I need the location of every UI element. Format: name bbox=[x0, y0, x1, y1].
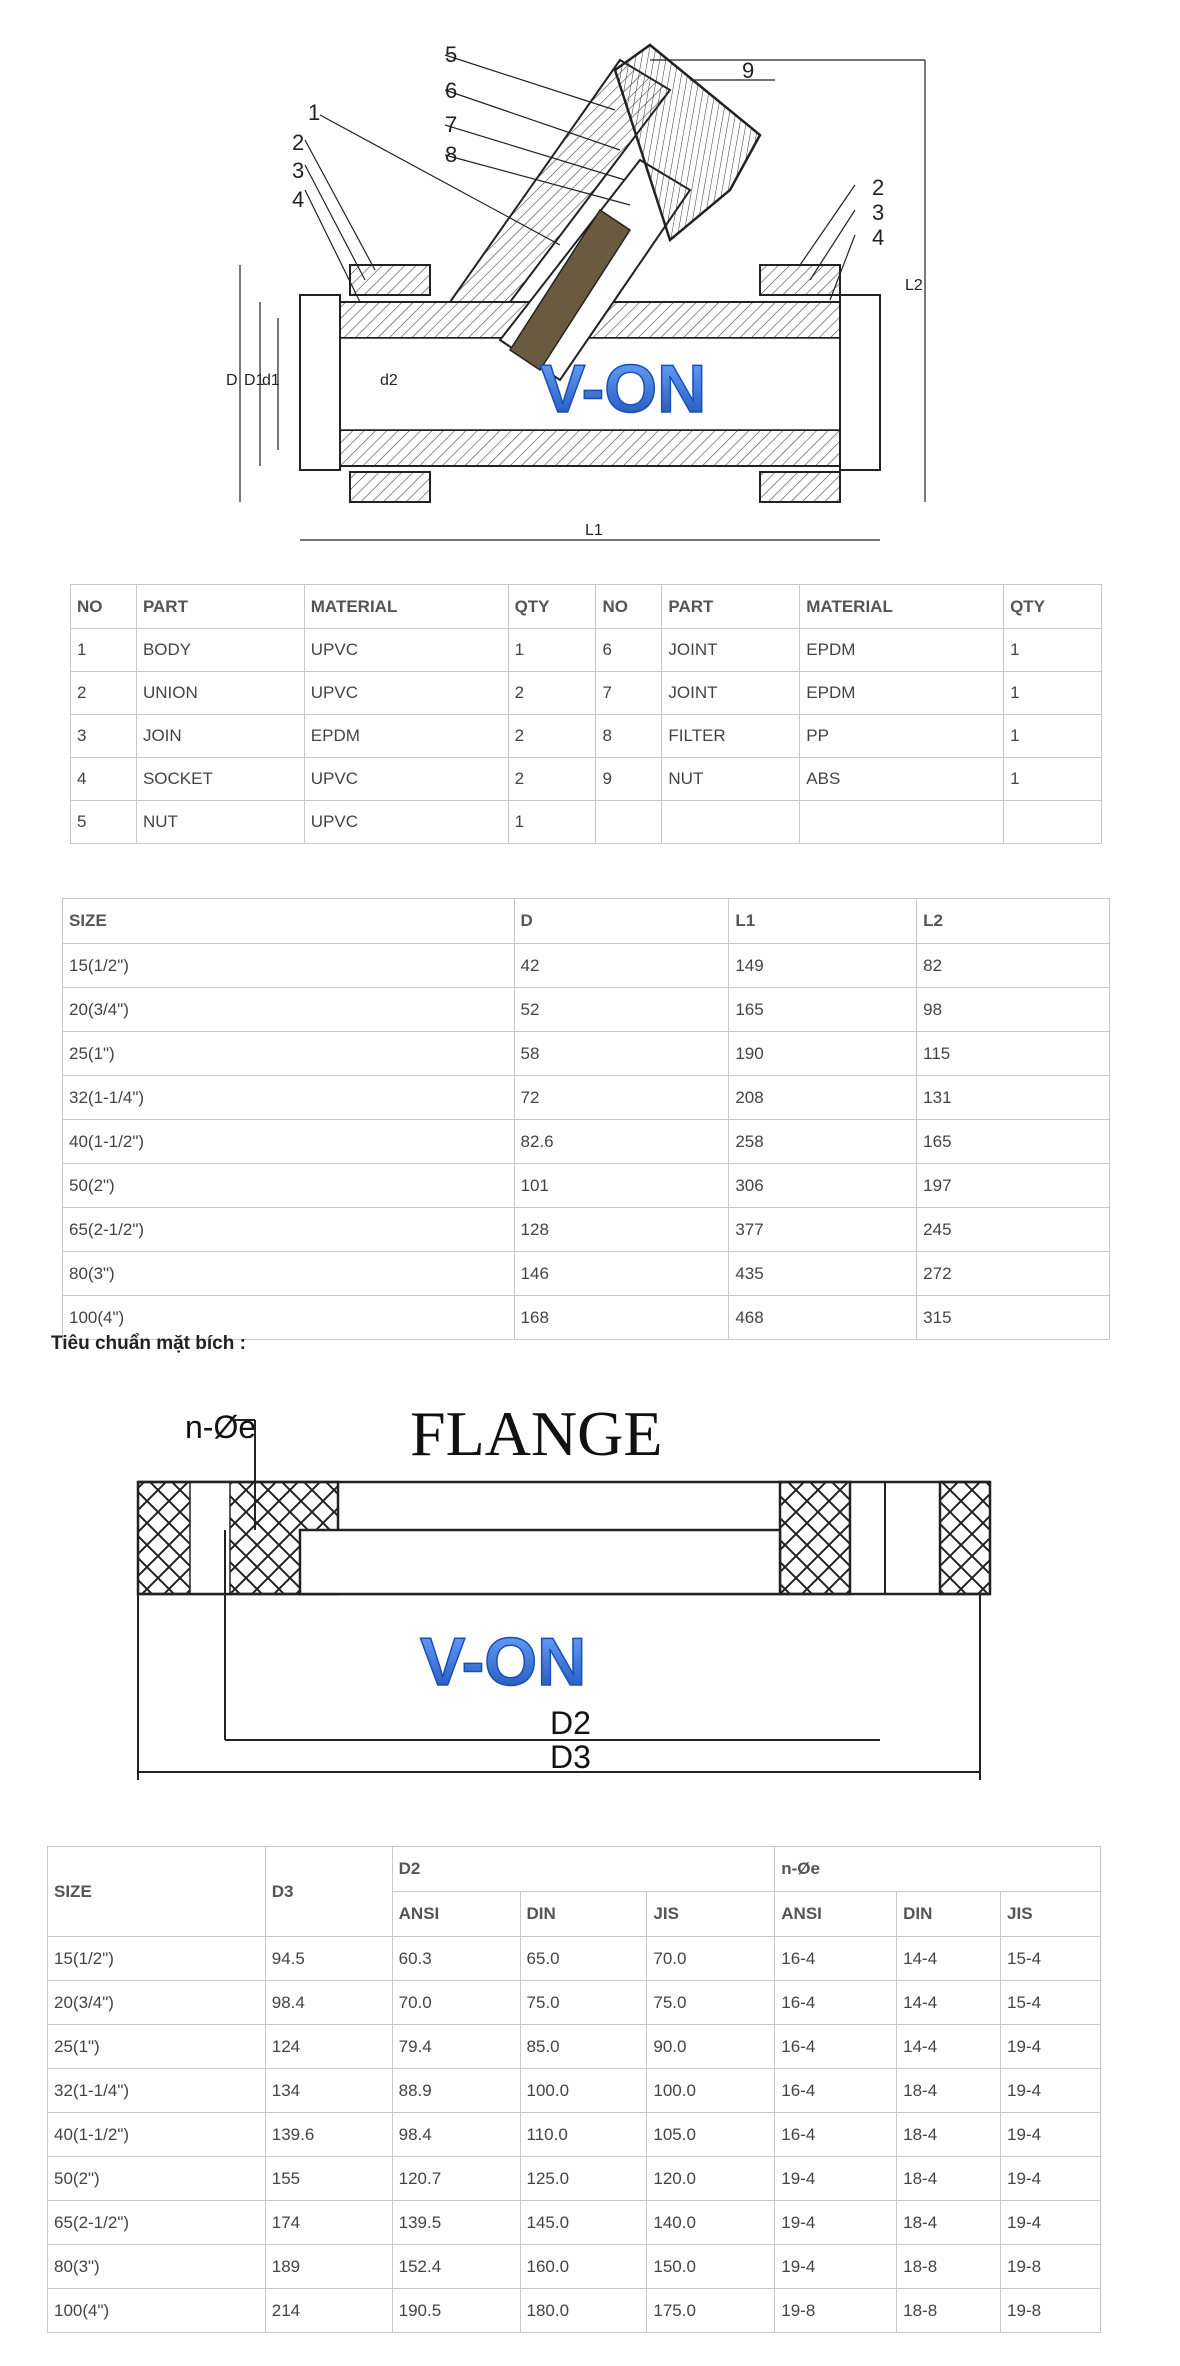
table-cell: 40(1-1/2") bbox=[48, 2113, 266, 2157]
callout-4-right: 4 bbox=[872, 225, 885, 250]
table-cell: 110.0 bbox=[520, 2113, 647, 2157]
strainer-logo: V-ON bbox=[540, 351, 707, 427]
table-row bbox=[48, 2025, 1101, 2069]
table-cell: 25(1") bbox=[63, 1032, 515, 1076]
table-cell: 315 bbox=[917, 1296, 1110, 1340]
table-cell: 50(2") bbox=[63, 1164, 515, 1208]
table-cell: 42 bbox=[514, 944, 729, 988]
table-cell: ABS bbox=[800, 758, 1004, 801]
callout-3: 3 bbox=[292, 158, 305, 183]
table-cell: 3 bbox=[71, 715, 137, 758]
table-row bbox=[63, 1164, 1110, 1208]
flange-subheader-ne-ansi: ANSI bbox=[775, 1892, 897, 1937]
callout-2-right: 2 bbox=[872, 175, 885, 200]
table-cell: 2 bbox=[508, 758, 596, 801]
table-cell: 468 bbox=[729, 1296, 917, 1340]
table-cell: 1 bbox=[1004, 715, 1102, 758]
table-cell: 88.9 bbox=[392, 2069, 520, 2113]
dim-D: D bbox=[226, 372, 238, 389]
table-cell: BODY bbox=[136, 629, 304, 672]
flange-hole-label: n-Øe bbox=[185, 1409, 257, 1445]
table-cell: 306 bbox=[729, 1164, 917, 1208]
table-cell: 245 bbox=[917, 1208, 1110, 1252]
table-row bbox=[63, 988, 1110, 1032]
table-row bbox=[71, 758, 1102, 801]
table-row bbox=[48, 2289, 1101, 2333]
table-row bbox=[71, 715, 1102, 758]
table-cell: UPVC bbox=[304, 629, 508, 672]
table-cell: 65(2-1/2") bbox=[63, 1208, 515, 1252]
table-cell: 1 bbox=[508, 629, 596, 672]
flange-header-d2: D2 bbox=[392, 1847, 775, 1892]
callout-5: 5 bbox=[445, 42, 458, 67]
table-row bbox=[63, 1032, 1110, 1076]
table-cell: 19-4 bbox=[1001, 2201, 1101, 2245]
table-cell: 4 bbox=[71, 758, 137, 801]
callout-1: 1 bbox=[308, 100, 321, 125]
table-cell: 139.5 bbox=[392, 2201, 520, 2245]
strainer-body bbox=[300, 45, 880, 502]
table-cell: 19-4 bbox=[775, 2201, 897, 2245]
table-cell: 90.0 bbox=[647, 2025, 775, 2069]
table-cell: 1 bbox=[71, 629, 137, 672]
table-cell: 98.4 bbox=[265, 1981, 392, 2025]
flange-subheader-d2-din: DIN bbox=[520, 1892, 647, 1937]
dim-D2: D2 bbox=[550, 1705, 591, 1741]
table-cell: 100.0 bbox=[647, 2069, 775, 2113]
table-cell: 165 bbox=[729, 988, 917, 1032]
table-cell: 1 bbox=[1004, 758, 1102, 801]
table-cell: 139.6 bbox=[265, 2113, 392, 2157]
callout-4: 4 bbox=[292, 187, 305, 212]
flange-caption: Tiêu chuẩn mặt bích : bbox=[51, 1333, 246, 1354]
table-cell: 208 bbox=[729, 1076, 917, 1120]
table-cell: 100.0 bbox=[520, 2069, 647, 2113]
table-cell: 124 bbox=[265, 2025, 392, 2069]
table-cell: 60.3 bbox=[392, 1937, 520, 1981]
callout-3-right: 3 bbox=[872, 200, 885, 225]
table-cell: 19-8 bbox=[1001, 2245, 1101, 2289]
flange-logo: V-ON bbox=[420, 1624, 587, 1700]
table-cell: 115 bbox=[917, 1032, 1110, 1076]
parts-table-header-row bbox=[71, 585, 1102, 629]
table-row bbox=[48, 2069, 1101, 2113]
table-cell: 1 bbox=[1004, 629, 1102, 672]
flange-header-size: SIZE bbox=[48, 1847, 266, 1937]
table-row bbox=[48, 1981, 1101, 2025]
table-cell: 65.0 bbox=[520, 1937, 647, 1981]
table-cell: 19-8 bbox=[775, 2289, 897, 2333]
table-cell bbox=[1004, 801, 1102, 844]
table-cell: 75.0 bbox=[520, 1981, 647, 2025]
table-cell: 100(4") bbox=[63, 1296, 515, 1340]
table-cell: PP bbox=[800, 715, 1004, 758]
table-cell: 150.0 bbox=[647, 2245, 775, 2289]
table-cell: 131 bbox=[917, 1076, 1110, 1120]
parts-header-material: MATERIAL bbox=[304, 585, 508, 629]
table-cell: FILTER bbox=[662, 715, 800, 758]
table-cell: 16-4 bbox=[775, 2025, 897, 2069]
table-cell: 14-4 bbox=[897, 1937, 1001, 1981]
table-cell: NUT bbox=[136, 801, 304, 844]
dim-L1: L1 bbox=[585, 522, 603, 539]
table-cell: 98.4 bbox=[392, 2113, 520, 2157]
table-cell: 145.0 bbox=[520, 2201, 647, 2245]
table-cell: UNION bbox=[136, 672, 304, 715]
flange-title: FLANGE bbox=[410, 1398, 663, 1469]
table-cell: 14-4 bbox=[897, 2025, 1001, 2069]
table-cell: 50(2") bbox=[48, 2157, 266, 2201]
table-cell: 146 bbox=[514, 1252, 729, 1296]
table-cell: 155 bbox=[265, 2157, 392, 2201]
table-cell: 9 bbox=[596, 758, 662, 801]
table-row bbox=[48, 2201, 1101, 2245]
table-cell: 19-4 bbox=[775, 2157, 897, 2201]
table-cell: EPDM bbox=[304, 715, 508, 758]
table-cell: 40(1-1/2") bbox=[63, 1120, 515, 1164]
flange-subheader-d2-ansi: ANSI bbox=[392, 1892, 520, 1937]
callout-9: 9 bbox=[742, 58, 755, 83]
table-cell: 79.4 bbox=[392, 2025, 520, 2069]
table-cell: 190 bbox=[729, 1032, 917, 1076]
table-cell: 189 bbox=[265, 2245, 392, 2289]
table-cell: 19-4 bbox=[1001, 2025, 1101, 2069]
table-row bbox=[63, 1208, 1110, 1252]
parts-header-qty: QTY bbox=[508, 585, 596, 629]
table-cell: 5 bbox=[71, 801, 137, 844]
parts-header-no-2: NO bbox=[596, 585, 662, 629]
parts-header-qty-2: QTY bbox=[1004, 585, 1102, 629]
table-row bbox=[63, 944, 1110, 988]
flange-header-d3: D3 bbox=[265, 1847, 392, 1937]
size-header-size: SIZE bbox=[63, 899, 515, 944]
table-cell: 165 bbox=[917, 1120, 1110, 1164]
table-row bbox=[63, 1076, 1110, 1120]
callout-2: 2 bbox=[292, 130, 305, 155]
table-cell: 94.5 bbox=[265, 1937, 392, 1981]
table-cell: 18-4 bbox=[897, 2113, 1001, 2157]
parts-header-material-2: MATERIAL bbox=[800, 585, 1004, 629]
table-cell: JOINT bbox=[662, 629, 800, 672]
table-cell: 197 bbox=[917, 1164, 1110, 1208]
parts-header-part-2: PART bbox=[662, 585, 800, 629]
table-cell: 18-4 bbox=[897, 2201, 1001, 2245]
table-cell: 18-8 bbox=[897, 2245, 1001, 2289]
table-cell: JOIN bbox=[136, 715, 304, 758]
table-cell: 6 bbox=[596, 629, 662, 672]
table-cell: 32(1-1/4") bbox=[48, 2069, 266, 2113]
table-cell: 32(1-1/4") bbox=[63, 1076, 515, 1120]
table-cell: 18-8 bbox=[897, 2289, 1001, 2333]
table-row bbox=[48, 1937, 1101, 1981]
table-cell: 2 bbox=[71, 672, 137, 715]
table-cell: 85.0 bbox=[520, 2025, 647, 2069]
table-cell: SOCKET bbox=[136, 758, 304, 801]
table-cell: 1 bbox=[1004, 672, 1102, 715]
table-cell: 16-4 bbox=[775, 1981, 897, 2025]
callout-8: 8 bbox=[445, 142, 458, 167]
table-cell: 190.5 bbox=[392, 2289, 520, 2333]
table-cell: 149 bbox=[729, 944, 917, 988]
table-row bbox=[71, 629, 1102, 672]
table-row bbox=[63, 1120, 1110, 1164]
size-table-header-row bbox=[63, 899, 1110, 944]
table-cell: 58 bbox=[514, 1032, 729, 1076]
table-cell: 65(2-1/2") bbox=[48, 2201, 266, 2245]
table-cell: 20(3/4") bbox=[48, 1981, 266, 2025]
parts-header-no: NO bbox=[71, 585, 137, 629]
table-cell: 168 bbox=[514, 1296, 729, 1340]
table-cell: 8 bbox=[596, 715, 662, 758]
flange-subheader-ne-din: DIN bbox=[897, 1892, 1001, 1937]
table-cell: 160.0 bbox=[520, 2245, 647, 2289]
table-cell: 2 bbox=[508, 715, 596, 758]
table-cell: 20(3/4") bbox=[63, 988, 515, 1032]
table-cell bbox=[662, 801, 800, 844]
table-cell: 214 bbox=[265, 2289, 392, 2333]
size-header-l1: L1 bbox=[729, 899, 917, 944]
parts-table bbox=[70, 584, 1102, 844]
table-cell: 18-4 bbox=[897, 2069, 1001, 2113]
table-cell: 435 bbox=[729, 1252, 917, 1296]
size-header-d: D bbox=[514, 899, 729, 944]
table-cell bbox=[800, 801, 1004, 844]
table-cell: 16-4 bbox=[775, 2113, 897, 2157]
table-cell: 175.0 bbox=[647, 2289, 775, 2333]
table-cell: JOINT bbox=[662, 672, 800, 715]
table-cell: 120.7 bbox=[392, 2157, 520, 2201]
table-row bbox=[71, 672, 1102, 715]
table-cell: 100(4") bbox=[48, 2289, 266, 2333]
table-cell: 82 bbox=[917, 944, 1110, 988]
table-cell: 128 bbox=[514, 1208, 729, 1252]
dim-L2: L2 bbox=[905, 277, 923, 294]
table-cell: UPVC bbox=[304, 758, 508, 801]
table-cell: 272 bbox=[917, 1252, 1110, 1296]
table-cell: EPDM bbox=[800, 672, 1004, 715]
table-cell: 25(1") bbox=[48, 2025, 266, 2069]
table-cell: 70.0 bbox=[647, 1937, 775, 1981]
table-cell: 82.6 bbox=[514, 1120, 729, 1164]
table-cell: 19-8 bbox=[1001, 2289, 1101, 2333]
table-row bbox=[48, 2157, 1101, 2201]
table-cell: 72 bbox=[514, 1076, 729, 1120]
table-cell: 80(3") bbox=[48, 2245, 266, 2289]
table-row bbox=[48, 2113, 1101, 2157]
table-row bbox=[63, 1252, 1110, 1296]
table-cell: 15(1/2") bbox=[48, 1937, 266, 1981]
table-cell: 134 bbox=[265, 2069, 392, 2113]
table-cell: 101 bbox=[514, 1164, 729, 1208]
table-cell: 152.4 bbox=[392, 2245, 520, 2289]
table-cell: UPVC bbox=[304, 801, 508, 844]
table-cell: 15-4 bbox=[1001, 1937, 1101, 1981]
flange-header-row-1 bbox=[48, 1847, 1101, 1892]
table-cell: 180.0 bbox=[520, 2289, 647, 2333]
parts-header-part: PART bbox=[136, 585, 304, 629]
table-cell: 125.0 bbox=[520, 2157, 647, 2201]
table-row bbox=[48, 2245, 1101, 2289]
table-cell: 140.0 bbox=[647, 2201, 775, 2245]
dim-d2: d2 bbox=[380, 372, 398, 389]
strainer-drawing bbox=[200, 40, 960, 560]
table-row bbox=[71, 801, 1102, 844]
table-cell: 80(3") bbox=[63, 1252, 515, 1296]
flange-drawing bbox=[70, 1380, 1010, 1830]
dim-d1: d1 bbox=[262, 372, 280, 389]
table-cell: 19-4 bbox=[1001, 2113, 1101, 2157]
table-cell: 19-4 bbox=[775, 2245, 897, 2289]
table-cell: 2 bbox=[508, 672, 596, 715]
table-cell: 120.0 bbox=[647, 2157, 775, 2201]
table-cell: EPDM bbox=[800, 629, 1004, 672]
flange-subheader-d2-jis: JIS bbox=[647, 1892, 775, 1937]
dim-D1: D1 bbox=[244, 372, 265, 389]
table-cell: 98 bbox=[917, 988, 1110, 1032]
table-cell: 15-4 bbox=[1001, 1981, 1101, 2025]
callout-7: 7 bbox=[445, 112, 458, 137]
table-cell: 70.0 bbox=[392, 1981, 520, 2025]
table-cell: UPVC bbox=[304, 672, 508, 715]
flange-header-ne: n-Øe bbox=[775, 1847, 1101, 1892]
table-cell: 258 bbox=[729, 1120, 917, 1164]
table-cell: 105.0 bbox=[647, 2113, 775, 2157]
table-cell: 52 bbox=[514, 988, 729, 1032]
table-cell: 14-4 bbox=[897, 1981, 1001, 2025]
table-cell: 1 bbox=[508, 801, 596, 844]
table-cell: 174 bbox=[265, 2201, 392, 2245]
flange-subheader-ne-jis: JIS bbox=[1001, 1892, 1101, 1937]
callout-6: 6 bbox=[445, 78, 458, 103]
table-cell: 16-4 bbox=[775, 1937, 897, 1981]
table-cell: 19-4 bbox=[1001, 2069, 1101, 2113]
table-cell: 19-4 bbox=[1001, 2157, 1101, 2201]
table-cell: 75.0 bbox=[647, 1981, 775, 2025]
size-table bbox=[62, 898, 1110, 1340]
table-cell: NUT bbox=[662, 758, 800, 801]
table-cell: 377 bbox=[729, 1208, 917, 1252]
table-cell bbox=[596, 801, 662, 844]
table-cell: 7 bbox=[596, 672, 662, 715]
table-cell: 15(1/2") bbox=[63, 944, 515, 988]
flange-table bbox=[47, 1846, 1101, 2333]
table-cell: 18-4 bbox=[897, 2157, 1001, 2201]
size-header-l2: L2 bbox=[917, 899, 1110, 944]
dim-D3: D3 bbox=[550, 1739, 591, 1775]
table-cell: 16-4 bbox=[775, 2069, 897, 2113]
